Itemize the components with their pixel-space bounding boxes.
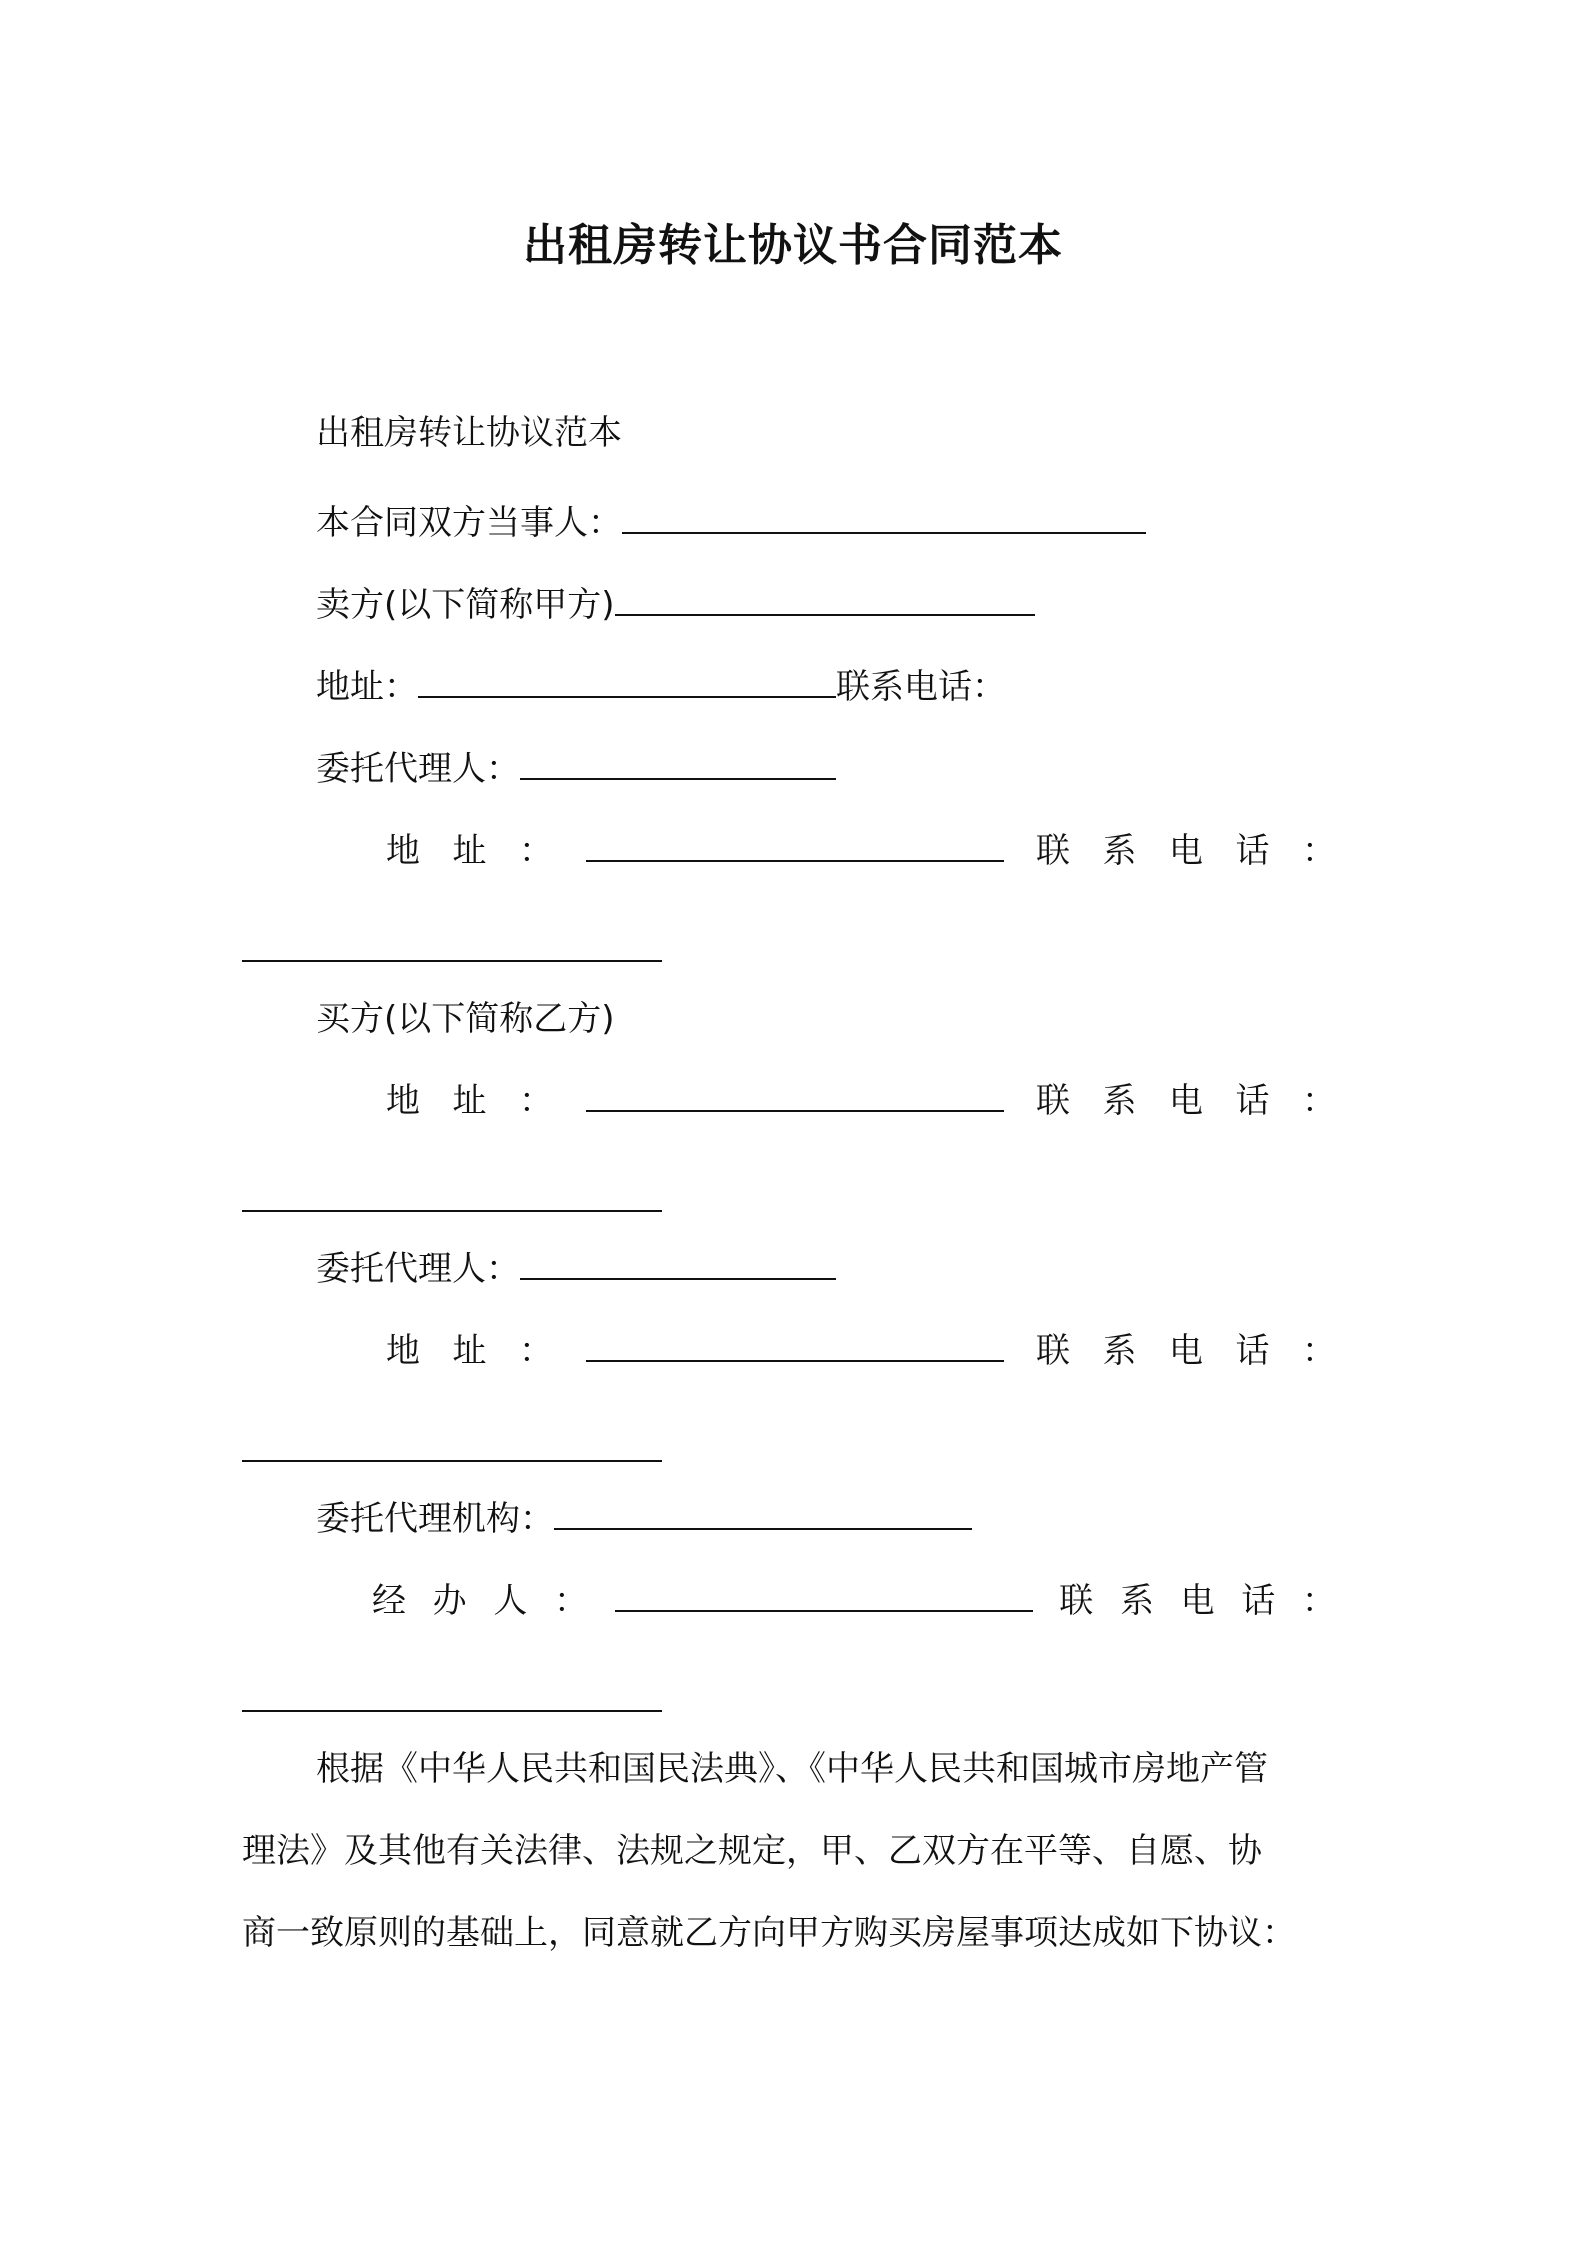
document-title: 出租房转让协议书合同范本 — [523, 220, 1063, 271]
buyer-agent-address-line — [386, 1328, 1336, 1374]
seller-label: 卖方(以下简称甲方) — [316, 585, 615, 625]
spread-char: 系 — [1119, 1581, 1154, 1621]
spread-char: 系 — [1102, 831, 1137, 871]
spread-char: 电 — [1169, 1331, 1203, 1371]
subtitle — [316, 410, 622, 456]
spread-char: 经 — [372, 1581, 406, 1621]
spread-char: 话 — [1235, 831, 1270, 871]
spread-char: 话 — [1235, 1331, 1270, 1371]
parties-label: 本合同双方当事人： — [316, 503, 622, 543]
spread-char: 话 — [1241, 1581, 1276, 1621]
agency-line — [316, 1496, 972, 1542]
buyer-agent-line — [316, 1246, 836, 1292]
spread-char: 人 — [493, 1581, 528, 1621]
spread-char: 电 — [1180, 1581, 1215, 1621]
seller-agent-line — [316, 746, 836, 792]
seller-agent-address-line — [386, 828, 1336, 874]
buyer-address-line — [386, 1078, 1336, 1124]
paragraph-line-2: 理法》及其他有关法律、法规之规定，甲、乙双方在平等、自愿、协 — [242, 1831, 1262, 1871]
spread-char: ： — [1301, 1581, 1336, 1621]
spread-char: 电 — [1169, 1081, 1203, 1121]
spread-char: ： — [553, 1581, 588, 1621]
seller-address-blank — [418, 666, 836, 698]
spread-char: ： — [1302, 831, 1336, 871]
spread-char: ： — [519, 831, 553, 871]
subtitle-text: 出租房转让协议范本 — [316, 413, 622, 453]
spread-char: ： — [1302, 1081, 1336, 1121]
buyer-label: 买方(以下简称乙方) — [316, 999, 615, 1039]
buyer-agent-address-blank — [586, 1330, 1004, 1362]
spread-char: 址 — [452, 831, 487, 871]
handler-blank — [615, 1580, 1033, 1612]
seller-address-line — [316, 664, 1006, 710]
paragraph-line-1: 根据《中华人民共和国民法典》、《中华人民共和国城市房地产管 — [316, 1749, 1268, 1789]
spread-char: 址 — [452, 1081, 487, 1121]
seller-agent-phone-blank — [242, 958, 662, 962]
seller-blank — [615, 584, 1035, 616]
parties-blank — [622, 502, 1146, 534]
buyer-phone-blank — [242, 1208, 662, 1212]
spread-char: 联 — [1059, 1581, 1094, 1621]
spread-char: 联 — [1036, 831, 1070, 871]
handler-phone-blank — [242, 1708, 662, 1712]
buyer-agent-phone-blank — [242, 1458, 662, 1462]
spread-char: ： — [1302, 1331, 1336, 1371]
handler-line — [372, 1578, 1336, 1624]
buyer-line — [316, 996, 615, 1042]
seller-agent-label: 委托代理人： — [316, 749, 520, 789]
spread-char: 址 — [452, 1331, 487, 1371]
spread-char: 地 — [386, 831, 420, 871]
seller-agent-blank — [520, 748, 836, 780]
agency-blank — [554, 1498, 972, 1530]
spread-char: 地 — [386, 1331, 420, 1371]
seller-agent-address-blank — [586, 830, 1004, 862]
paragraph-line-3: 商一致原则的基础上，同意就乙方向甲方购买房屋事项达成如下协议： — [242, 1913, 1296, 1953]
seller-line — [316, 582, 1035, 628]
buyer-agent-blank — [520, 1248, 836, 1280]
spread-char: 地 — [386, 1081, 420, 1121]
seller-phone-label: 联系电话： — [836, 667, 1006, 707]
buyer-agent-label: 委托代理人： — [316, 1249, 520, 1289]
spread-char: 电 — [1169, 831, 1203, 871]
buyer-address-blank — [586, 1080, 1004, 1112]
spread-char: 话 — [1235, 1081, 1270, 1121]
spread-char: 联 — [1036, 1081, 1070, 1121]
spread-char: ： — [519, 1331, 553, 1371]
spread-char: ： — [519, 1081, 553, 1121]
spread-char: 系 — [1102, 1081, 1137, 1121]
parties-line — [316, 500, 1146, 546]
agency-label: 委托代理机构： — [316, 1499, 554, 1539]
spread-char: 系 — [1102, 1331, 1137, 1371]
spread-char: 办 — [432, 1581, 467, 1621]
spread-char: 联 — [1036, 1331, 1070, 1371]
seller-address-label: 地址： — [316, 667, 418, 707]
